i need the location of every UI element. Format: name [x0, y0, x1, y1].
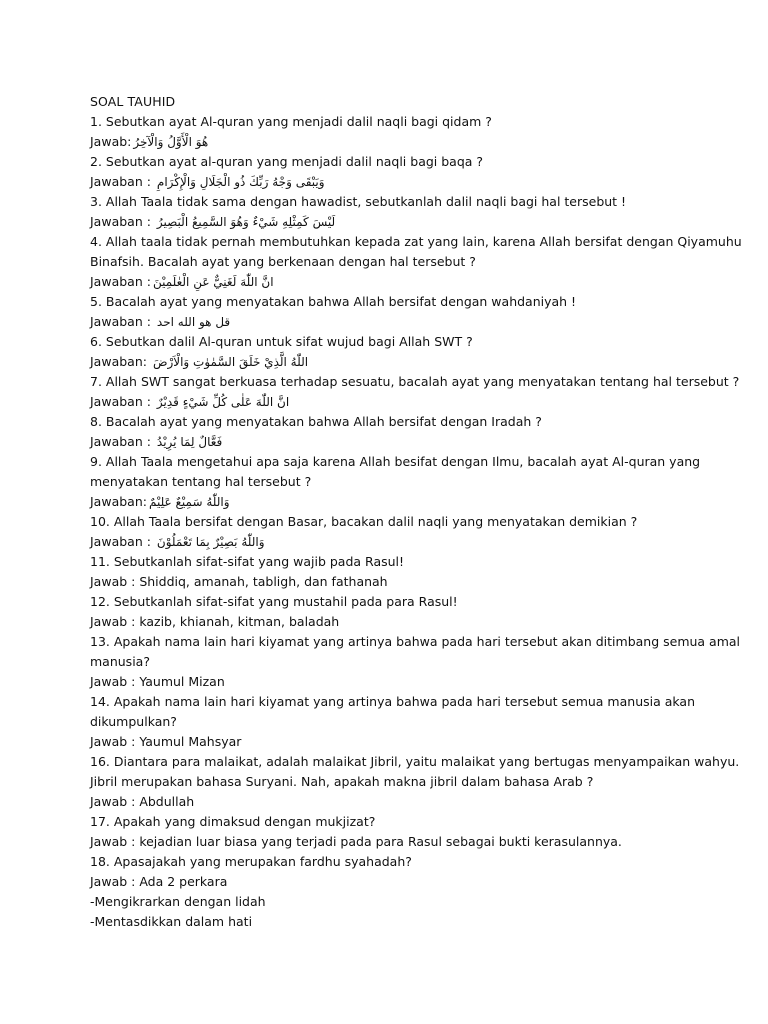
document-line: [90, 592, 690, 612]
document-line: [90, 652, 690, 672]
line-text: Binafsih. Bacalah ayat yang berkenaan dengan hal tersebut ?: [90, 254, 476, 269]
document-line: [90, 412, 690, 432]
document-line: [90, 292, 690, 312]
line-text: Jawaban :: [90, 214, 155, 229]
document-line: [90, 812, 690, 832]
line-text: 14. Apakah nama lain hari kiyamat yang artinya bahwa pada hari tersebut semua manusia akan: [90, 694, 695, 709]
line-text: 8. Bacalah ayat yang menyatakan bahwa Allah bersifat dengan Iradah ?: [90, 414, 542, 429]
line-text: Jawab : Yaumul Mahsyar: [90, 734, 242, 749]
line-text: Jawab : Ada 2 perkara: [90, 874, 228, 889]
document-line: [90, 572, 690, 592]
line-text: 9. Allah Taala mengetahui apa saja karena Allah besifat dengan Ilmu, bacalah ayat Al-quran yang: [90, 454, 701, 469]
document-line: [90, 392, 690, 412]
document-line: [90, 152, 690, 172]
document-line: [90, 752, 740, 772]
document-line: [90, 212, 690, 232]
document-line: [90, 172, 690, 192]
document-line: [90, 892, 690, 912]
line-text: 6. Sebutkan dalil Al-quran untuk sifat wujud bagi Allah SWT ?: [90, 334, 473, 349]
document-line: [90, 612, 690, 632]
arabic-verse: فَعَّالٌ لِمَا يُرِيْدُ: [156, 435, 223, 449]
document-lines: [90, 112, 742, 932]
document-line: [90, 552, 690, 572]
document-body: [90, 92, 742, 932]
line-text: Jawaban :: [90, 534, 155, 549]
arabic-verse: وَاللّٰهُ سَمِيْعٌ عَلِيْمٌ: [148, 495, 230, 509]
arabic-verse: هُوَ الْأَوَّلُ وَالْآخِرُ: [133, 135, 209, 149]
line-text: -Mengikrarkan dengan lidah: [90, 894, 266, 909]
arabic-verse: اللّٰهُ الَّذِيْ خَلَقَ السَّمٰوٰتِ وَالْاَرْضَ: [152, 355, 309, 369]
line-text: Jawab : Abdullah: [90, 794, 195, 809]
line-text: manusia?: [90, 654, 150, 669]
document-line: [90, 132, 690, 152]
document-line: [90, 712, 690, 732]
line-text: -Mentasdikkan dalam hati: [90, 914, 253, 929]
line-text: Jawaban :: [90, 394, 155, 409]
document-line: [90, 532, 690, 552]
line-text: Jawaban:: [90, 494, 147, 509]
document-line: [90, 332, 690, 352]
line-text: 13. Apakah nama lain hari kiyamat yang artinya bahwa pada hari tersebut akan ditimbang semua amal: [90, 634, 741, 649]
arabic-verse: قل هو الله احد: [156, 315, 231, 329]
line-text: Jawaban :: [90, 314, 155, 329]
arabic-verse: لَيْسَ كَمِثْلِهِ شَيْءٌ وَهُوَ السَّمِيعُ الْبَصِيرُ: [156, 215, 336, 229]
document-line: [90, 512, 690, 532]
document-line: [90, 792, 690, 812]
document-line: [90, 252, 690, 272]
line-text: Jawab : kazib, khianah, kitman, baladah: [90, 614, 340, 629]
document-title: SOAL TAUHID: [90, 94, 176, 109]
document-line: [90, 912, 690, 932]
line-text: 1. Sebutkan ayat Al-quran yang menjadi dalil naqli bagi qidam ?: [90, 114, 492, 129]
document-line: [90, 312, 690, 332]
document-line: [90, 232, 742, 252]
document-line: [90, 492, 690, 512]
line-text: dikumpulkan?: [90, 714, 177, 729]
line-text: Jawab : kejadian luar biasa yang terjadi pada para Rasul sebagai bukti kerasulannya.: [90, 834, 622, 849]
line-text: Jawab:: [90, 134, 132, 149]
line-text: 10. Allah Taala bersifat dengan Basar, bacakan dalil naqli yang menyatakan demikian ?: [90, 514, 638, 529]
document-line: [90, 432, 690, 452]
document-line: [90, 772, 690, 792]
document-line: [90, 192, 690, 212]
line-text: 2. Sebutkan ayat al-quran yang menjadi dalil naqli bagi baqa ?: [90, 154, 484, 169]
arabic-verse: وَيَبْقَى وَجْهُ رَبِّكَ ذُو الْجَلَالِ وَالْإِكْرَامِ: [156, 175, 325, 189]
arabic-verse: انَّ اللّٰهَ عَلٰى كُلِّ شَيْءٍ قَدِيْرٌ: [156, 395, 290, 409]
document-line: [90, 472, 690, 492]
line-text: Jawab : Yaumul Mizan: [90, 674, 225, 689]
document-line: [90, 852, 690, 872]
line-text: 12. Sebutkanlah sifat-sifat yang mustahil pada para Rasul!: [90, 594, 458, 609]
line-text: 7. Allah SWT sangat berkuasa terhadap sesuatu, bacalah ayat yang menyatakan tentang hal tersebut ?: [90, 374, 740, 389]
document-line: [90, 732, 690, 752]
line-text: 17. Apakah yang dimaksud dengan mukjizat?: [90, 814, 376, 829]
line-text: Jawaban :: [90, 174, 155, 189]
document-line: [90, 352, 690, 372]
document-line: [90, 632, 741, 652]
line-text: menyatakan tentang hal tersebut ?: [90, 474, 312, 489]
document-line: [90, 372, 740, 392]
line-text: 3. Allah Taala tidak sama dengan hawadist, sebutkanlah dalil naqli bagi hal tersebut !: [90, 194, 627, 209]
document-line: [90, 692, 695, 712]
document-line: [90, 272, 690, 292]
document-line: [90, 112, 690, 132]
line-text: 16. Diantara para malaikat, adalah malaikat Jibril, yaitu malaikat yang bertugas menyampaikan wahyu.: [90, 754, 740, 769]
line-text: Jawaban:: [90, 354, 151, 369]
document-line: [90, 872, 690, 892]
line-text: Jawaban :: [90, 274, 151, 289]
line-text: 5. Bacalah ayat yang menyatakan bahwa Allah bersifat dengan wahdaniyah !: [90, 294, 577, 309]
document-line: [90, 452, 701, 472]
line-text: 4. Allah taala tidak pernah membutuhkan kepada zat yang lain, karena Allah bersifat dengan Qiyamuhu: [90, 234, 742, 249]
line-text: 18. Apasajakah yang merupakan fardhu syahadah?: [90, 854, 412, 869]
document-line: [90, 672, 690, 692]
line-text: 11. Sebutkanlah sifat-sifat yang wajib pada Rasul!: [90, 554, 405, 569]
line-text: Jibril merupakan bahasa Suryani. Nah, apakah makna jibril dalam bahasa Arab ?: [90, 774, 594, 789]
arabic-verse: انَّ اللّٰهَ لَغَنِيٌّ عَنِ الْعٰلَمِيْنَ: [152, 275, 274, 289]
line-text: Jawaban :: [90, 434, 155, 449]
line-text: Jawab : Shiddiq, amanah, tabligh, dan fathanah: [90, 574, 388, 589]
document-line: [90, 832, 690, 852]
arabic-verse: وَاللّٰهُ بَصِيْرٌ بِمَا تَعْمَلُوْنَ: [156, 535, 265, 549]
